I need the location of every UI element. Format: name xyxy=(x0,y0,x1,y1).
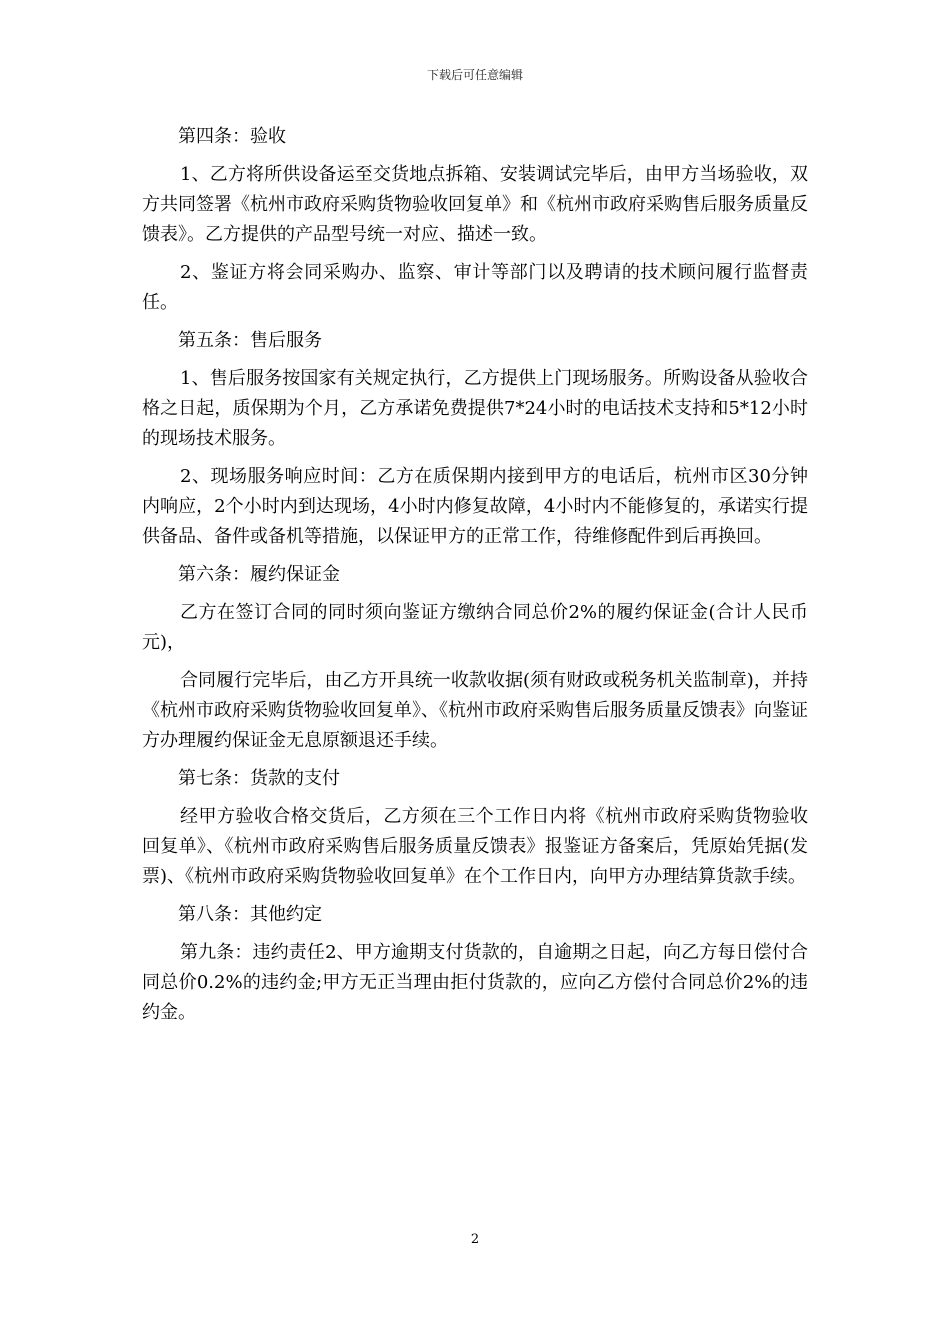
section-heading: 第五条：售后服务 xyxy=(178,330,322,351)
section-heading: 第八条：其他约定 xyxy=(178,904,322,925)
paragraph: 第九条：违约责任2、甲方逾期支付货款的，自逾期之日起，向乙方每日偿付合同总价0.2%的违约金;甲方无正当理由拒付货款的，应向乙方偿付合同总价2%的违约金。 xyxy=(142,942,808,1023)
page-number: 2 xyxy=(470,1232,480,1247)
paragraph: 1、乙方将所供设备运至交货地点拆箱、安装调试完毕后，由甲方当场验收，双方共同签署《杭州市政府采购货物验收回复单》和《杭州市政府采购售后服务质量反馈表》。乙方提供的产品型号统一对应、描述一致。 xyxy=(142,164,808,245)
paragraph: 合同履行完毕后，由乙方开具统一收款收据(须有财政或税务机关监制章)，并持《杭州市政府采购货物验收回复单》、《杭州市政府采购售后服务质量反馈表》向鉴证方办理履约保证金无息原额退还手续。 xyxy=(142,670,808,751)
document-body xyxy=(142,122,808,1036)
paragraph: 经甲方验收合格交货后，乙方须在三个工作日内将《杭州市政府采购货物验收回复单》、《杭州市政府采购售后服务质量反馈表》报鉴证方备案后，凭原始凭据(发票)、《杭州市政府采购货物验收回复单》在个工作日内，向甲方办理结算货款手续。 xyxy=(142,806,808,887)
header-note: 下载后可任意编辑 xyxy=(426,68,523,82)
section-heading: 第四条：验收 xyxy=(178,126,286,147)
section-heading: 第六条：履约保证金 xyxy=(178,564,340,585)
paragraph: 1、售后服务按国家有关规定执行，乙方提供上门现场服务。所购设备从验收合格之日起，质保期为个月，乙方承诺免费提供7*24小时的电话技术支持和5*12小时的现场技术服务。 xyxy=(142,368,808,449)
section-heading: 第七条：货款的支付 xyxy=(178,768,340,789)
paragraph: 乙方在签订合同的同时须向鉴证方缴纳合同总价2%的履约保证金(合计人民币元)， xyxy=(142,602,808,653)
paragraph: 2、鉴证方将会同采购办、监察、审计等部门以及聘请的技术顾问履行监督责任。 xyxy=(142,262,808,313)
paragraph: 2、现场服务响应时间：乙方在质保期内接到甲方的电话后，杭州市区30分钟内响应，2个小时内到达现场，4小时内修复故障，4小时内不能修复的，承诺实行提供备品、备件或备机等措施，以保证甲方的正常工作，待维修配件到后再换回。 xyxy=(142,466,808,547)
